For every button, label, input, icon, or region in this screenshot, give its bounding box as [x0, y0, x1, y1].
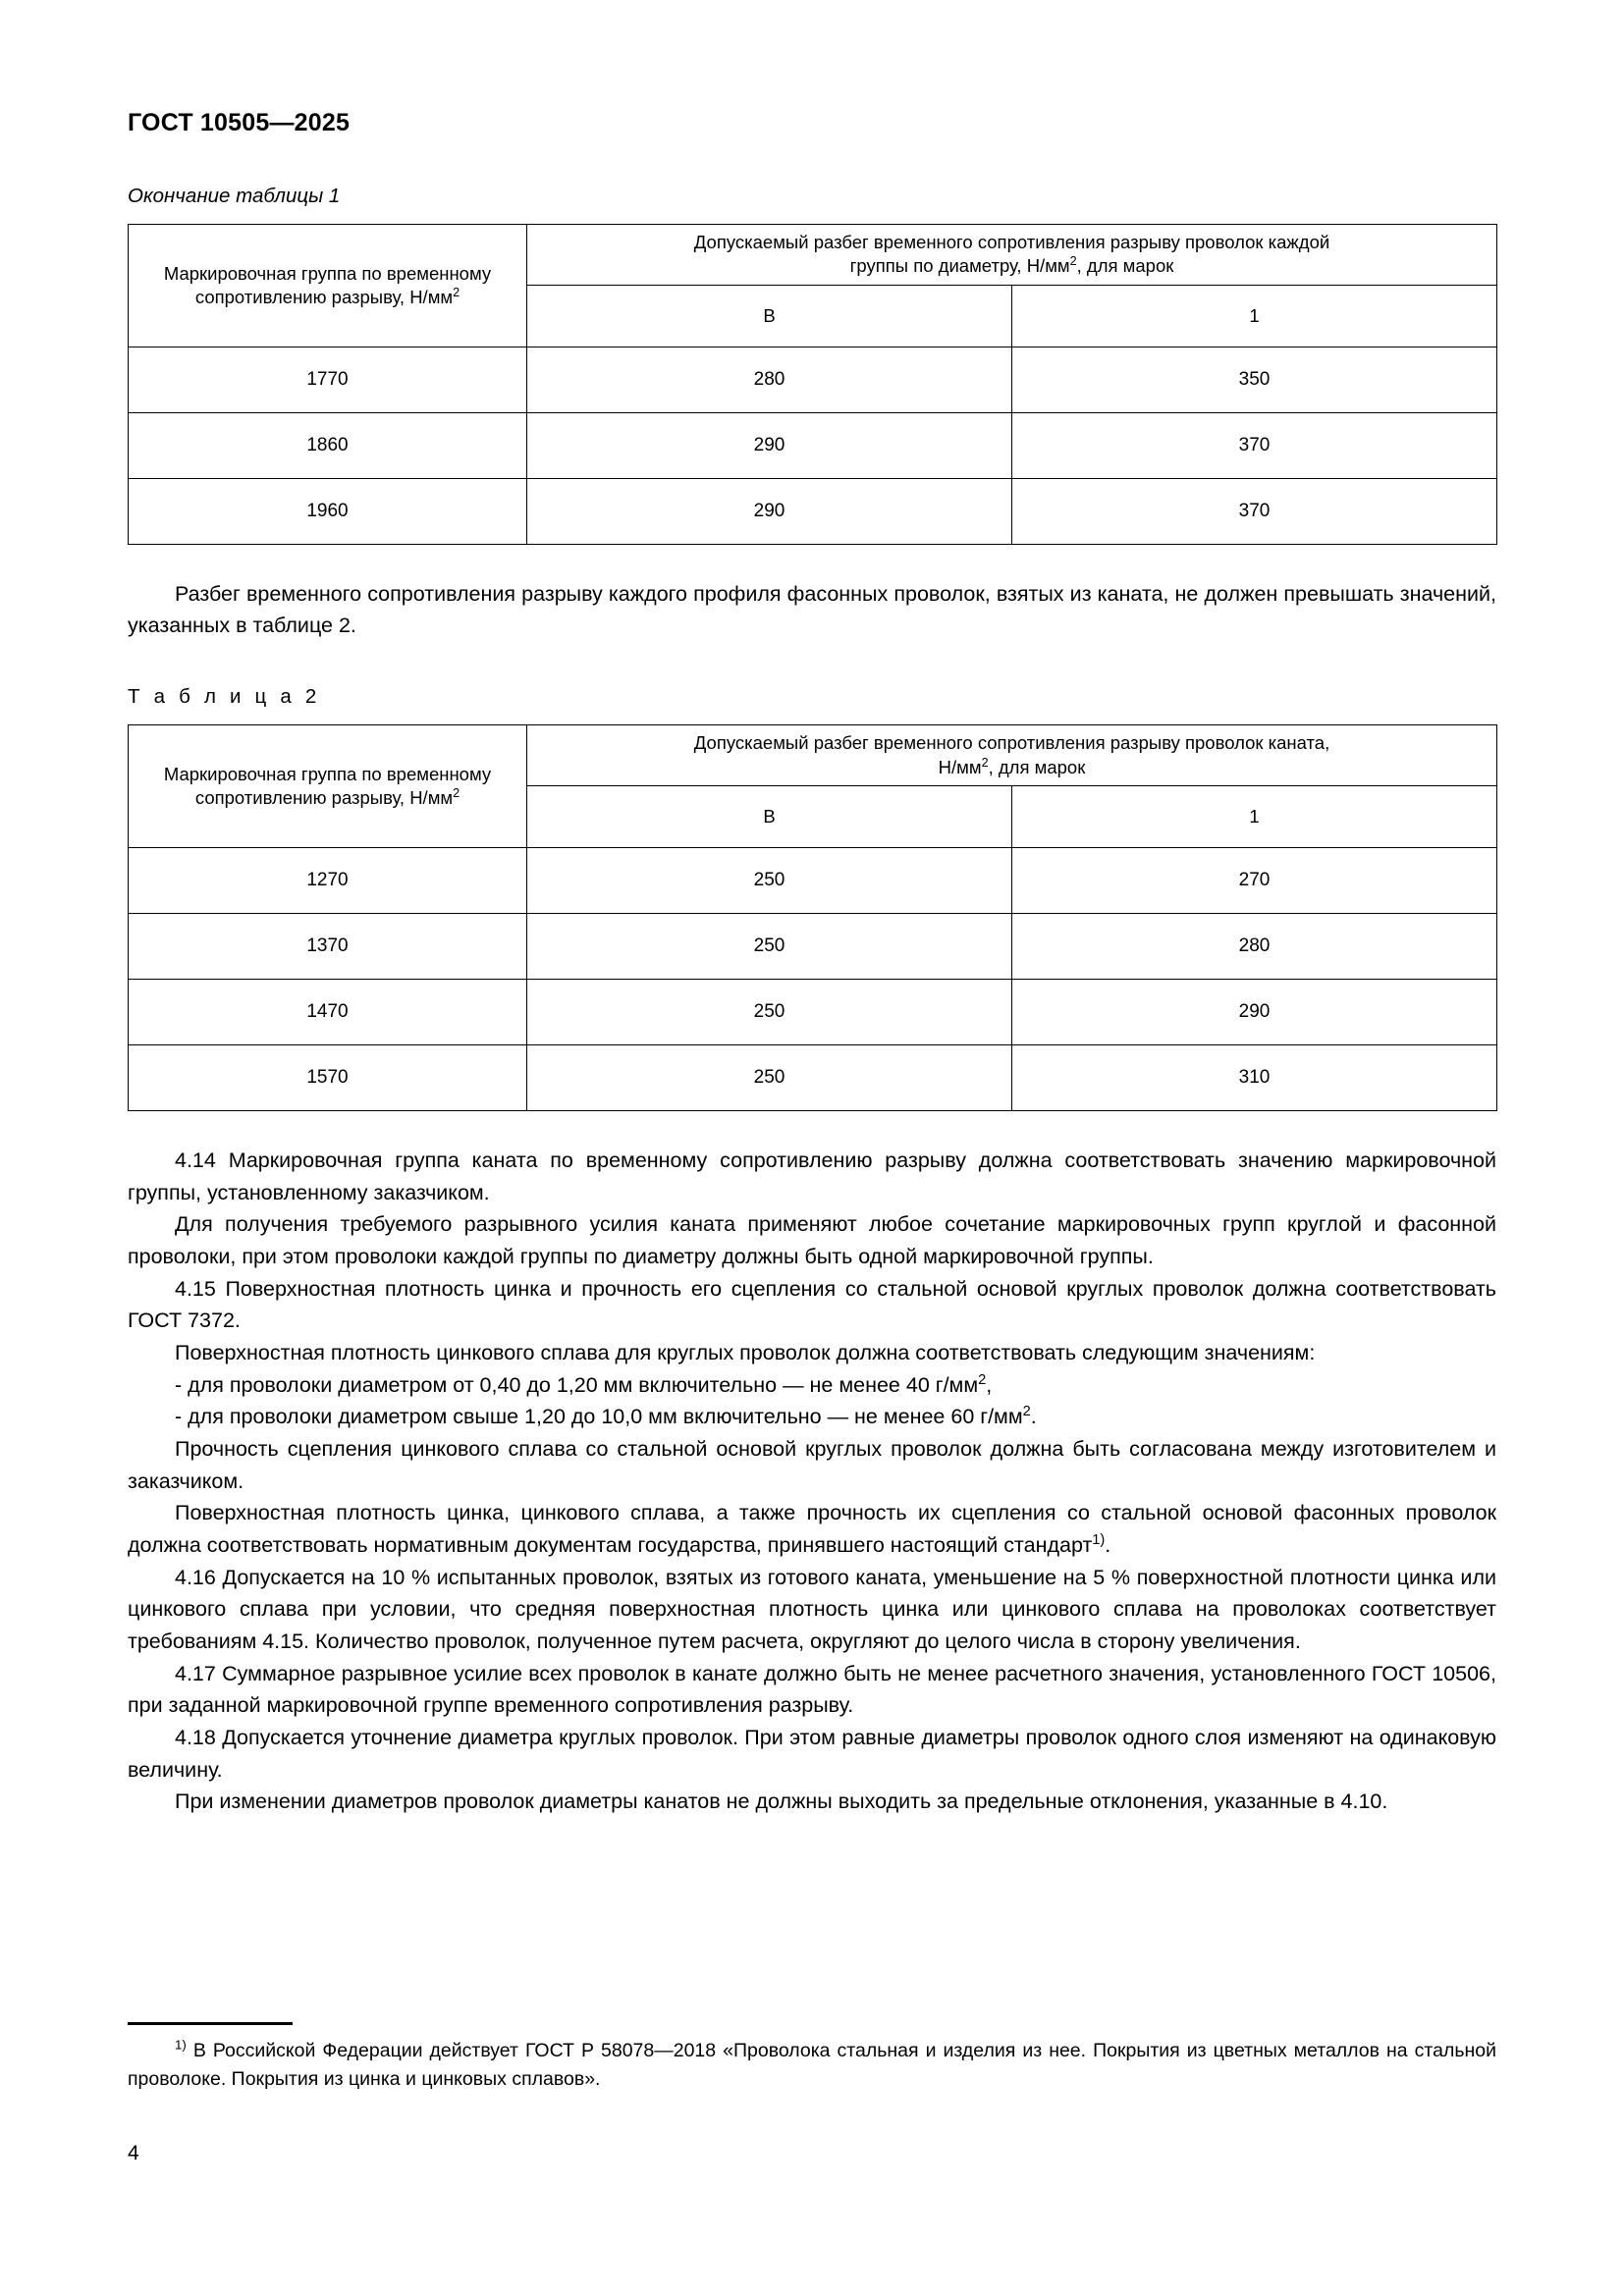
page-number: 4 [128, 2142, 139, 2164]
footnote-reference-marker: 1) [1092, 1531, 1106, 1548]
table-2-header-spread: Допускаемый разбег временного сопротивления разрыву проволок каната, $Н/мм^2$, для марок [527, 725, 1497, 786]
table-2-r0-c2: 270 [1012, 847, 1497, 913]
table-2-r1-c2: 280 [1012, 913, 1497, 979]
table-2-r2-c1: 250 [527, 979, 1012, 1044]
footnote-marker: 1) [175, 2037, 187, 2053]
table-2-caption: Т а б л и ц а 2 [128, 685, 321, 709]
table-1-r0-c2: 350 [1012, 347, 1497, 412]
superscript-2: 2 [453, 785, 460, 800]
table-row [129, 913, 1497, 979]
table-2-header-marking-group: Маркировочная группа по временному сопротивлению разрыву, $Н/мм^2$ [129, 725, 527, 848]
table-1-subheader-brand-b: В [527, 285, 1012, 347]
section-4-18: 4.18 Допускается уточнение диаметра круглых проволок. При этом равные диаметры проволок одного слоя изменяют на одинаковую величину. [128, 1726, 1496, 1782]
page-title: ГОСТ 10505—2025 [128, 109, 351, 136]
paragraph-zinc-density: Поверхностная плотность цинкового сплава для круглых проволок должна соответствовать следующим значениям: [175, 1341, 1316, 1364]
paragraph-between-tables: Разбег временного сопротивления разрыву каждого профиля фасонных проволок, взятых из каната, не должен превышать значений, указанных в таблице 2. [128, 581, 1496, 638]
superscript-2: 2 [978, 1371, 987, 1388]
table-2-r1-c0: 1370 [129, 913, 527, 979]
page-content [128, 108, 1496, 1818]
table-2-subheader-brand-b: В [527, 785, 1012, 847]
spacer [128, 545, 1496, 578]
table-1-header-marking-group: Маркировочная группа по временному сопротивлению разрыву, $Н/мм^2$ [129, 225, 527, 347]
table-1-r2-c0: 1960 [129, 478, 527, 544]
superscript-2: 2 [1069, 254, 1077, 269]
table-1-r1-c1: 290 [527, 412, 1012, 478]
footnote-text: $^{1)}$ В Российской Федерации действует ГОСТ Р 58078—2018 «Проволока стальная и изделия из нее. Покрытия из цветных металлов на стальной проволоке. Покрытия из цинка и цинковых сплавов». [128, 2037, 1496, 2091]
table-row [129, 412, 1497, 478]
paragraph-adhesion: Прочность сцепления цинкового сплава со стальной основой круглых проволок должна быть согласована между изготовителем и заказчиком. [128, 1437, 1496, 1493]
section-4-16: 4.16 Допускается на 10 % испытанных проволок, взятых из готового каната, уменьшение на 5 % поверхностной плотности цинка или цинкового сплава при условии, что средняя поверхностная плотность цинка или цинкового сплава на проволоках соответствует требованиям 4.15. Количество проволок, полученное путем расчета, округляют до целого числа в сторону увеличения. [128, 1565, 1496, 1654]
table-1-caption: Окончание таблицы 1 [128, 185, 341, 207]
list-item: - для проволоки диаметром от 0,40 до 1,20 мм включительно — не менее 40 $г/мм^2$, [175, 1371, 993, 1397]
table-row [129, 1044, 1497, 1110]
section-4-14: 4.14 Маркировочная группа каната по временному сопротивлению разрыву должна соответствовать значению маркировочной группы, установленному заказчиком. [128, 1148, 1496, 1204]
table-1-r1-c2: 370 [1012, 412, 1497, 478]
table-1-header-row [129, 225, 1497, 286]
superscript-2: 2 [981, 755, 989, 770]
table-1-r0-c1: 280 [527, 347, 1012, 412]
table-1 [128, 224, 1497, 545]
table-2-header-row [129, 725, 1497, 786]
section-4-15: 4.15 Поверхностная плотность цинка и прочность его сцепления со стальной основой круглых проволок должна соответствовать ГОСТ 7372. [128, 1276, 1496, 1333]
table-2-r3-c1: 250 [527, 1044, 1012, 1110]
table-1-r2-c2: 370 [1012, 478, 1497, 544]
table-1-header-spread: Допускаемый разбег временного сопротивления разрыву проволок каждой группы по диаметру, $Н/мм^2$, для марок [527, 225, 1497, 286]
table-2 [128, 724, 1497, 1111]
table-1-r1-c0: 1860 [129, 412, 527, 478]
table-2-r2-c0: 1470 [129, 979, 527, 1044]
footnote-separator-rule [128, 2022, 293, 2025]
table-row [129, 847, 1497, 913]
table-2-r0-c0: 1270 [129, 847, 527, 913]
table-row [129, 347, 1497, 412]
superscript-2: 2 [453, 285, 460, 299]
footnote-block [128, 2022, 1496, 2095]
table-2-r2-c2: 290 [1012, 979, 1497, 1044]
table-row [129, 478, 1497, 544]
section-4-17: 4.17 Суммарное разрывное усилие всех проволок в канате должно быть не менее расчетного значения, установленного ГОСТ 10506, при заданной маркировочной группе временного сопротивления разрыву. [128, 1661, 1496, 1718]
table-2-subheader-brand-1: 1 [1012, 785, 1497, 847]
paragraph-final: При изменении диаметров проволок диаметры канатов не должны выходить за предельные отклонения, указанные в 4.10. [175, 1789, 1388, 1814]
paragraph-combination: Для получения требуемого разрывного усилия каната применяют любое сочетание маркировочных групп круглой и фасонной проволоки, при этом проволоки каждой группы по диаметру должны быть одной маркировочной группы. [128, 1212, 1496, 1268]
paragraph-shaped-wire: Поверхностная плотность цинка, цинкового сплава, а также прочность их сцепления со стальной основой фасонных проволок должна соответствовать нормативным документам государства, принявшего настоящий стандарт$^{1)}$. [128, 1501, 1496, 1558]
spacer [128, 1111, 1496, 1145]
list-item: - для проволоки диаметром свыше 1,20 до 10,0 мм включительно — не менее 60 $г/мм^2$. [175, 1404, 1037, 1429]
table-2-r3-c2: 310 [1012, 1044, 1497, 1110]
table-2-r3-c0: 1570 [129, 1044, 527, 1110]
table-1-subheader-brand-1: 1 [1012, 285, 1497, 347]
table-2-r1-c1: 250 [527, 913, 1012, 979]
superscript-2: 2 [1022, 1404, 1031, 1420]
table-1-r0-c0: 1770 [129, 347, 527, 412]
table-1-r2-c1: 290 [527, 478, 1012, 544]
table-2-r0-c1: 250 [527, 847, 1012, 913]
table-row [129, 979, 1497, 1044]
